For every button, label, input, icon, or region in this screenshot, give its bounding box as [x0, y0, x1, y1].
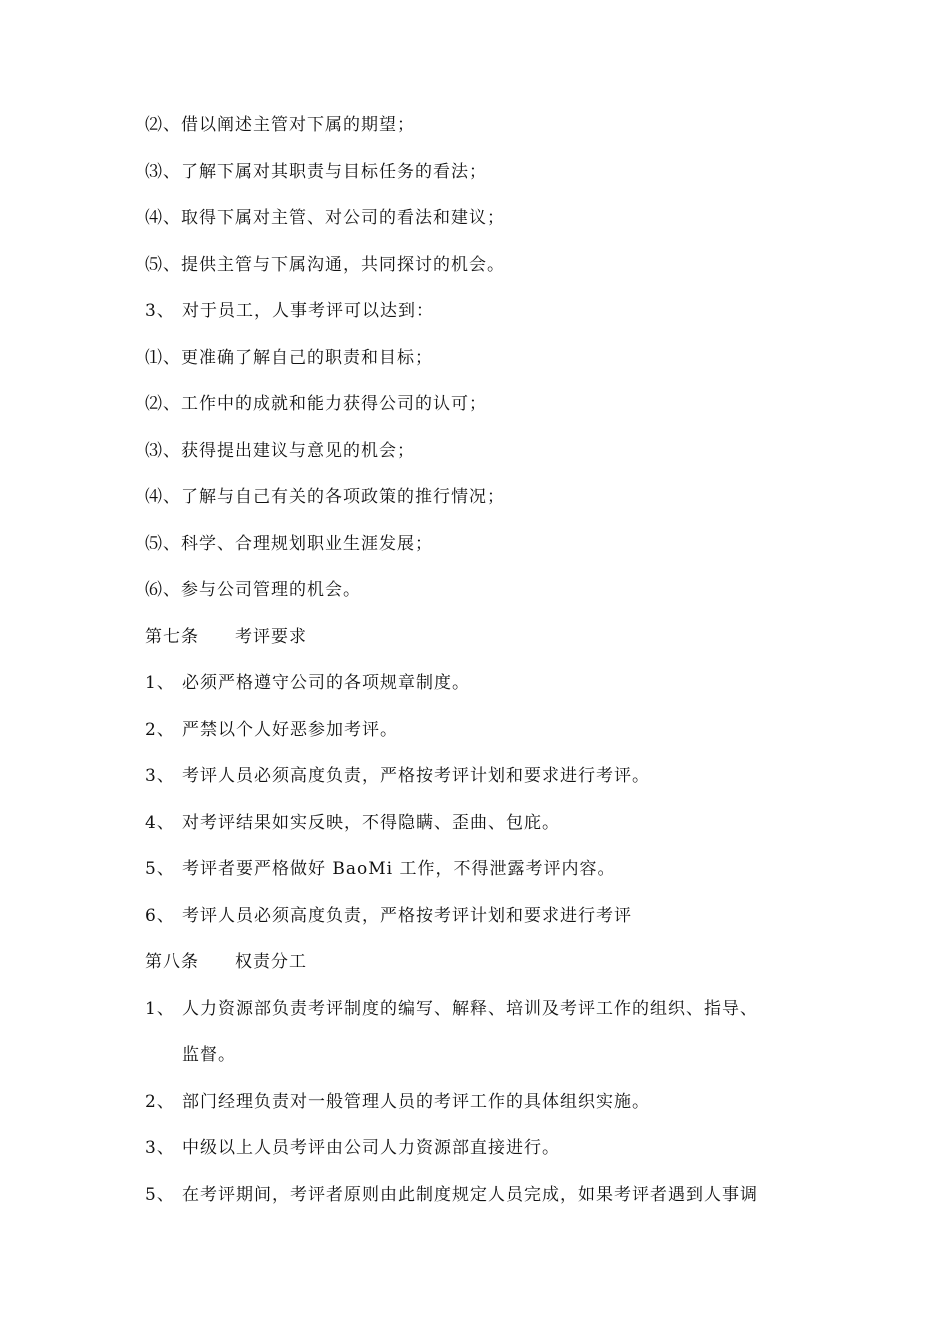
list-marker: ⑸、 [145, 254, 181, 275]
list-item-text: 必须严格遵守公司的各项规章制度。 [182, 673, 470, 693]
list-item [145, 715, 815, 762]
list-item-text: 考评人员必须高度负责，严格按考评计划和要求进行考评。 [182, 766, 650, 786]
section-label: 第八条 [145, 952, 199, 972]
list-item-text: 部门经理负责对一般管理人员的考评工作的具体组织实施。 [182, 1091, 650, 1112]
list-item-text: 中级以上人员考评由公司人力资源部直接进行。 [182, 1138, 560, 1158]
list-marker: ⑵、 [145, 115, 181, 135]
list-marker: 1、 [145, 673, 175, 693]
section-label: 第七条 [145, 626, 199, 647]
list-item-text: 在考评期间，考评者原则由此制度规定人员完成，如果考评者遇到人事调 [182, 1184, 758, 1205]
list-item [145, 482, 815, 529]
list-marker: 1、 [145, 998, 175, 1019]
list-item [145, 343, 815, 390]
list-marker: 4、 [145, 812, 175, 833]
list-item-text: 借以阐述主管对下属的期望； [181, 115, 415, 135]
list-marker: ⑶、 [145, 440, 181, 461]
list-item [145, 854, 815, 901]
list-item [145, 296, 815, 343]
list-item-text: 获得提出建议与意见的机会； [181, 440, 415, 461]
list-marker: 6、 [145, 905, 175, 926]
list-item-text: 监督。 [182, 1045, 236, 1065]
list-marker: 3、 [145, 301, 175, 321]
list-item-text: 取得下属对主管、对公司的看法和建议； [181, 208, 505, 228]
list-item-text: 提供主管与下属沟通，共同探讨的机会。 [181, 254, 505, 275]
list-item-text: 参与公司管理的机会。 [181, 580, 361, 600]
list-item [145, 901, 815, 948]
list-marker: 5、 [145, 1184, 175, 1205]
list-item-text: 严禁以个人好恶参加考评。 [182, 719, 398, 740]
list-marker: ⑹、 [145, 580, 181, 600]
list-item [145, 575, 815, 622]
section-title: 考评要求 [235, 626, 307, 647]
list-item-text: 了解与自己有关的各项政策的推行情况； [181, 487, 505, 507]
list-item [145, 1180, 815, 1227]
list-item [145, 389, 815, 436]
list-marker: 5、 [145, 859, 175, 879]
list-item [145, 250, 815, 297]
list-marker: ⑶、 [145, 161, 181, 182]
list-item [145, 1133, 815, 1180]
list-item-text: 考评人员必须高度负责，严格按考评计划和要求进行考评 [182, 905, 632, 926]
list-marker: ⑸、 [145, 533, 181, 554]
section-heading-8 [145, 947, 815, 994]
list-item [145, 761, 815, 808]
list-item [145, 157, 815, 204]
list-item-text: 对考评结果如实反映，不得隐瞒、歪曲、包庇。 [182, 812, 560, 833]
list-marker: ⑵、 [145, 394, 181, 414]
list-item-continuation [145, 1040, 815, 1087]
document-body [145, 110, 815, 1226]
list-item [145, 436, 815, 483]
section-heading-7 [145, 622, 815, 669]
list-item [145, 203, 815, 250]
list-marker: ⑴、 [145, 347, 181, 368]
list-item-text: 对于员工，人事考评可以达到： [182, 301, 434, 321]
list-marker: 2、 [145, 719, 175, 740]
list-item [145, 110, 815, 157]
list-item-text: 了解下属对其职责与目标任务的看法； [181, 161, 487, 182]
list-item [145, 668, 815, 715]
list-marker: 3、 [145, 1138, 175, 1158]
list-marker: ⑷、 [145, 487, 181, 507]
list-marker: ⑷、 [145, 208, 181, 228]
section-title: 权责分工 [235, 952, 307, 972]
list-item [145, 808, 815, 855]
list-item-text: 更准确了解自己的职责和目标； [181, 347, 433, 368]
list-item-text: 考评者要严格做好 BaoMi 工作，不得泄露考评内容。 [182, 859, 616, 879]
list-marker: 2、 [145, 1091, 175, 1112]
list-item-text: 科学、合理规划职业生涯发展； [181, 533, 433, 554]
list-item [145, 1087, 815, 1134]
list-item-text: 人力资源部负责考评制度的编写、解释、培训及考评工作的组织、指导、 [182, 998, 758, 1019]
list-item-text: 工作中的成就和能力获得公司的认可； [181, 394, 487, 414]
list-item [145, 529, 815, 576]
list-item [145, 994, 815, 1041]
list-marker: 3、 [145, 766, 175, 786]
